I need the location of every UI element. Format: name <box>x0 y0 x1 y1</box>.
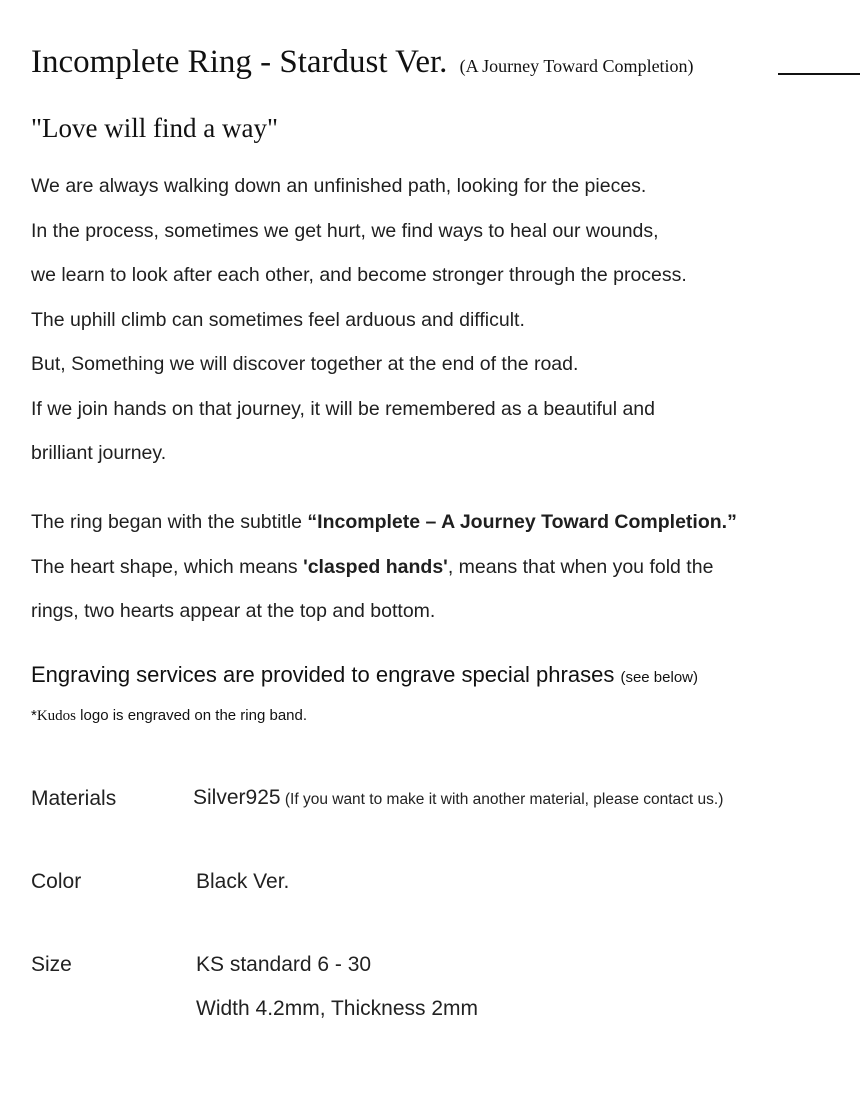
kudos-text: logo is engraved on the ring band. <box>76 707 308 724</box>
engraving-note: (see below) <box>620 669 698 686</box>
materials-value <box>193 786 723 810</box>
design-line <box>31 500 737 545</box>
story-line: we learn to look after each other, and become stronger through the process. <box>31 264 687 286</box>
story-paragraph <box>31 164 687 476</box>
title-rule-divider <box>778 73 860 75</box>
product-title-text: Incomplete Ring - Stardust Ver. <box>31 44 448 80</box>
product-title <box>31 44 694 81</box>
design-paragraph <box>31 500 737 634</box>
engraving-text: Engraving services are provided to engrave special phrases <box>31 662 615 687</box>
subtitle-quote: “Incomplete – A Journey Toward Completion.” <box>307 511 737 533</box>
color-label: Color <box>31 870 82 893</box>
quote-heading: "Love will find a way" <box>31 113 278 143</box>
design-line <box>31 545 737 590</box>
product-subtitle: (A Journey Toward Completion) <box>459 56 694 76</box>
materials-label: Materials <box>31 787 117 810</box>
clasped-hands-term: 'clasped hands' <box>303 555 448 578</box>
design-line-text: , means that when you fold the <box>447 555 714 578</box>
size-dimensions-value: Width 4.2mm, Thickness 2mm <box>196 997 479 1020</box>
materials-note: (If you want to make it with another material, please contact us.) <box>280 791 724 808</box>
design-line-text: The heart shape, which means <box>31 555 304 578</box>
size-label: Size <box>31 953 72 976</box>
design-line: rings, two hearts appear at the top and bottom. <box>31 600 436 622</box>
story-line: If we join hands on that journey, it will be remembered as a beautiful and <box>31 397 655 420</box>
kudos-asterisk: * <box>31 707 37 724</box>
design-line-text: The ring began with the subtitle <box>31 511 308 533</box>
story-line: But, Something we will discover together at the end of the road. <box>31 353 579 375</box>
story-line: In the process, sometimes we get hurt, we find ways to heal our wounds, <box>31 219 659 242</box>
kudos-brand: Kudos <box>36 708 77 724</box>
materials-value-text: Silver925 <box>193 786 281 809</box>
size-standard-value: KS standard 6 - 30 <box>196 953 372 976</box>
story-line: We are always walking down an unfinished path, looking for the pieces. <box>31 175 647 197</box>
kudos-note <box>31 707 307 725</box>
story-line: brilliant journey. <box>31 442 167 464</box>
story-line: The uphill climb can sometimes feel arduous and difficult. <box>31 308 525 331</box>
color-value: Black Ver. <box>196 870 290 893</box>
engraving-heading <box>31 662 698 688</box>
